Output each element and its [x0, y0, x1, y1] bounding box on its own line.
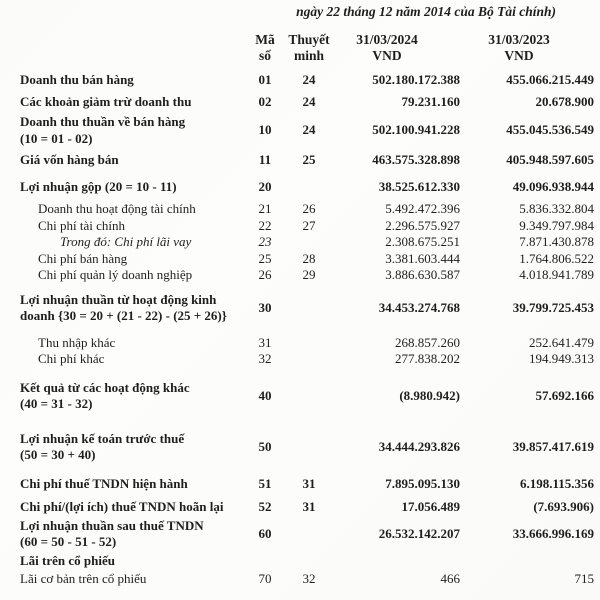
row-label-line1: Các khoản giảm trừ doanh thu: [20, 93, 192, 109]
row-code: 70: [258, 571, 272, 586]
row-label-line1: Kết quả từ các hoạt động khác: [20, 379, 190, 395]
row-label: [20, 114, 248, 147]
row-label-line1: Trong đó: Chi phí lãi vay: [60, 234, 192, 249]
row-label: [20, 431, 248, 464]
row-label-line2: (10 = 01 - 02): [20, 130, 93, 146]
header-2024-date-line: 31/03/2024: [356, 32, 418, 47]
header-note-line1: Thuyết: [288, 32, 330, 47]
row-label-line1: Lợi nhuận kế toán trước thuế: [20, 430, 185, 446]
row-label-line1: Doanh thu bán hàng: [20, 72, 134, 87]
row-label: [20, 234, 248, 251]
row-value-2024: 5.492.472.396: [385, 201, 460, 216]
table-row: [20, 94, 594, 111]
row-label-line1: Chi phí/(lợi ích) thuế TNDN hoãn lại: [20, 499, 224, 514]
row-value-2024: 79.231.160: [401, 93, 460, 109]
row-value-2023: 455.066.215.449: [506, 72, 594, 87]
row-value-2023: 6.198.115.356: [519, 475, 594, 491]
row-label: [20, 218, 248, 235]
table-row: [20, 267, 594, 284]
row-note: 31: [302, 475, 316, 491]
table-row: [20, 431, 594, 464]
table-row: [20, 234, 594, 251]
row-value-2023: 57.692.166: [535, 387, 594, 403]
table-row: [20, 351, 594, 368]
row-value-2023: 455.045.536.549: [506, 122, 594, 138]
header-2023-currency: VND: [504, 48, 534, 63]
row-label-line1: Chi phí bán hàng: [38, 250, 128, 266]
table-row: [20, 179, 594, 196]
table-row: [20, 499, 594, 516]
header-2024-date: [336, 32, 438, 64]
row-code: 25: [258, 250, 272, 266]
row-label-line1: Chi phí khác: [38, 351, 105, 366]
row-value-2024: 3.381.603.444: [385, 250, 460, 266]
row-label-line1: Thu nhập khác: [38, 334, 116, 350]
row-label-line1: Doanh thu thuần về bán hàng: [20, 114, 186, 129]
row-label: [20, 152, 248, 169]
row-value-2024: 3.886.630.587: [385, 267, 460, 282]
row-label: [20, 292, 248, 325]
row-label: [20, 94, 248, 111]
row-code: 02: [258, 93, 272, 109]
row-note: 25: [302, 152, 316, 167]
row-label-line1: Chi phí tài chính: [38, 217, 126, 233]
row-code: 01: [258, 72, 272, 87]
row-value-2023: 194.949.313: [529, 351, 594, 366]
header-2024-column: [336, 32, 460, 64]
table-header: [20, 32, 594, 64]
row-value-2023: 252.641.479: [529, 334, 594, 350]
row-label-line1: Lợi nhuận gộp (20 = 10 - 11): [20, 178, 177, 194]
row-value-2023: 20.678.900: [535, 93, 594, 109]
row-label-line1: Lãi trên cổ phiếu: [20, 552, 115, 568]
row-code: 52: [258, 499, 272, 514]
row-label: [20, 380, 248, 413]
row-value-2023: 5.836.332.804: [519, 201, 594, 216]
row-code: 23: [258, 234, 272, 249]
row-code: 50: [258, 438, 272, 454]
row-label: [20, 267, 248, 284]
row-note: 32: [302, 571, 316, 586]
row-value-2023: 715: [574, 571, 594, 586]
row-note: 31: [302, 499, 316, 514]
header-2023-date: [460, 32, 578, 64]
row-label: [20, 179, 248, 196]
row-code: 21: [258, 201, 272, 216]
row-value-2024: 17.056.489: [401, 499, 460, 514]
row-value-2024: 26.532.142.207: [378, 525, 460, 541]
table-row: [20, 218, 594, 235]
row-value-2023: (7.693.906): [533, 499, 594, 514]
row-value-2023: 49.096.938.944: [512, 178, 594, 194]
table-row: [20, 201, 594, 218]
row-note: 27: [302, 217, 316, 233]
row-label: [20, 351, 248, 368]
row-value-2024: 2.296.575.927: [385, 217, 460, 233]
row-label-line1: Giá vốn hàng bán: [20, 152, 119, 167]
row-value-2024: 38.525.612.330: [378, 178, 460, 194]
table-row: [20, 152, 594, 169]
row-label-line1: Lợi nhuận thuần sau thuế TNDN: [20, 517, 204, 533]
table-row: [20, 518, 594, 551]
row-code: 30: [258, 299, 272, 315]
row-label: [20, 518, 248, 551]
row-value-2023: 1.764.806.522: [519, 250, 594, 266]
row-label-line2: (40 = 31 - 32): [20, 396, 93, 411]
header-code-column: [248, 32, 282, 64]
row-code: 22: [258, 217, 272, 233]
row-value-2024: 268.857.260: [395, 334, 460, 350]
row-note: 26: [302, 201, 316, 216]
row-code: 31: [258, 334, 272, 350]
row-code: 32: [258, 351, 272, 366]
row-label-line1: Chi phí thuế TNDN hiện hành: [20, 475, 188, 491]
row-label: [20, 499, 248, 516]
row-label-line1: Chi phí quản lý doanh nghiệp: [38, 267, 193, 282]
row-label-line2: (60 = 50 - 51 - 52): [20, 534, 117, 549]
table-row: [20, 72, 594, 89]
row-code: 20: [258, 178, 272, 194]
header-note-line2: minh: [293, 48, 324, 63]
row-label: [20, 72, 248, 89]
table-row: [20, 476, 594, 493]
row-note: 24: [302, 93, 316, 109]
row-code: 60: [258, 525, 272, 541]
row-value-2024: 34.444.293.826: [378, 438, 460, 454]
row-code: 26: [258, 267, 272, 282]
table-row: [20, 114, 594, 147]
row-value-2024: 277.838.202: [395, 351, 460, 366]
row-label: [20, 476, 248, 493]
row-label-line2: doanh {30 = 20 + (21 - 22) - (25 + 26)}: [20, 308, 227, 323]
row-value-2024: 502.100.941.228: [372, 122, 460, 138]
row-value-2023: 4.018.941.789: [519, 267, 594, 282]
header-2023-column: [460, 32, 594, 64]
circular-reference-note: ngày 22 tháng 12 năm 2014 của Bộ Tài chính): [296, 4, 556, 19]
row-value-2024: 7.895.095.130: [385, 475, 460, 491]
table-row: [20, 571, 594, 588]
row-note: 24: [302, 72, 316, 87]
header-code-line1: Mã: [255, 32, 275, 47]
row-note: 24: [302, 122, 316, 138]
table-body: [20, 72, 594, 588]
row-value-2023: 33.666.996.169: [512, 525, 594, 541]
row-value-2023: 9.349.797.984: [519, 217, 594, 233]
row-note: 29: [302, 267, 316, 282]
row-label: [20, 571, 248, 588]
row-value-2023: 405.948.597.605: [506, 152, 594, 167]
row-value-2024: (8.980.942): [399, 387, 460, 403]
row-value-2023: 39.857.417.619: [512, 438, 594, 454]
row-label-line1: Lợi nhuận thuần từ hoạt động kinh: [20, 291, 217, 307]
row-label-line1: Doanh thu hoạt động tài chính: [38, 201, 196, 216]
row-code: 10: [258, 122, 272, 138]
table-row: [20, 292, 594, 325]
table-row: [20, 380, 594, 413]
row-label-line1: Lãi cơ bản trên cổ phiếu: [20, 571, 147, 586]
table-row: [20, 251, 594, 268]
row-value-2024: 2.308.675.251: [385, 234, 460, 249]
row-code: 40: [258, 387, 272, 403]
header-2024-currency: VND: [372, 48, 402, 63]
row-label-line2: (50 = 30 + 40): [20, 447, 96, 462]
row-label: [20, 335, 248, 352]
row-note: 28: [302, 250, 316, 266]
header-2023-date-line: 31/03/2023: [488, 32, 550, 47]
row-label: [20, 251, 248, 268]
header-note-column: [282, 32, 336, 64]
row-code: 51: [258, 475, 272, 491]
row-value-2024: 463.575.328.898: [372, 152, 460, 167]
row-code: 11: [258, 152, 272, 167]
row-value-2024: 502.180.172.388: [372, 72, 460, 87]
row-value-2024: 34.453.274.768: [378, 299, 460, 315]
row-value-2023: 39.799.725.453: [512, 299, 594, 315]
header-code-line2: số: [258, 48, 271, 63]
table-row: [20, 553, 594, 570]
table-row: [20, 335, 594, 352]
row-value-2023: 7.871.430.878: [519, 234, 594, 249]
row-label: [20, 201, 248, 218]
row-value-2024: 466: [440, 571, 460, 586]
row-label: [20, 553, 248, 570]
